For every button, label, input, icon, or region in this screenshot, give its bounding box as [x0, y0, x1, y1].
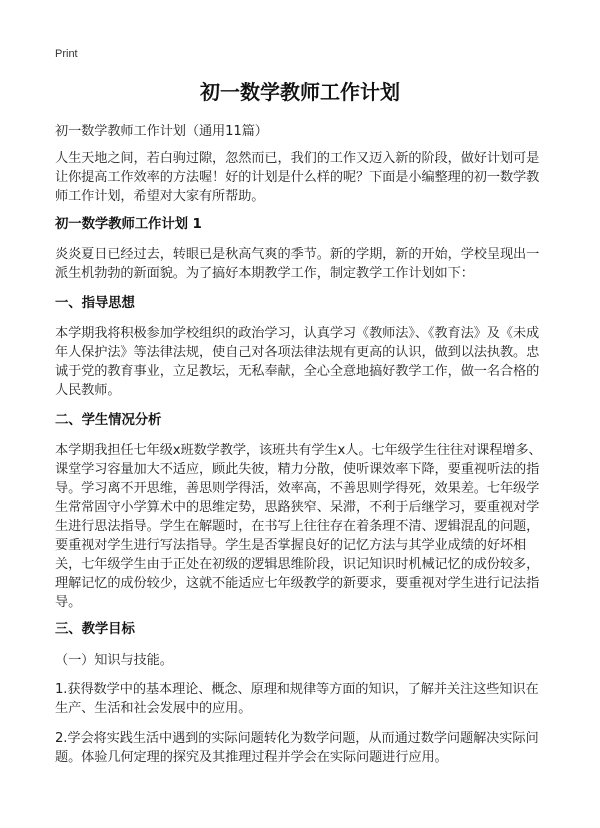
part2-paragraph: 本学期我担任七年级x班数学教学，该班共有学生x人。七年级学生往往对课程增多、课堂学习容量加大不适应，顾此失彼，精力分散，使听课效率下降，要重视听法的指导。学习离不开思维，善思则学得活，效率高，不善思则学得死，效果差。七年级学生常常固守小学算术中的思维定势，思路狭窄、呆滞，不利于后继学习，要重视对学生进行思法指导。学生在解题时，在书写上往往存在着条理不清、逻辑混乱的问题，要重视对学生进行写法指导。学生是否掌握良好的记忆方法与其学业成绩的好坏相关，七年级学生由于正处在初级的逻辑思维阶段，识记知识时机械记忆的成份较多，理解记忆的成份较少，这就不能适应七年级教学的新要求，要重视对学生进行记法指导。	[55, 443, 542, 610]
page-title: 初一数学教师工作计划	[200, 80, 400, 104]
section-heading-1: 初一数学教师工作计划 1	[55, 217, 202, 232]
part1-heading: 一、指导思想	[55, 296, 135, 311]
intro-paragraph: 人生天地之间，若白驹过隙，忽然而已，我们的工作又迈入新的阶段，做好计划可是让你提高工作效率的方法喔！好的计划是什么样的呢？下面是小编整理的初一数学教师工作计划，希望对大家有所帮助。	[55, 151, 540, 204]
section1-intro-paragraph: 炎炎夏日已经过去，转眼已是秋高气爽的季节。新的学期，新的开始，学校呈现出一派生机勃勃的新面貌。为了搞好本期教学工作，制定教学工作计划如下：	[55, 247, 540, 281]
part1-paragraph: 本学期我将积极参加学校组织的政治学习，认真学习《教师法》、《教育法》及《未成年人保护法》等法律法规，使自己对各项法律法规有更高的认识，做到以法执教。忠诚于党的教育事业，立足教坛，无私奉献，全心全意地搞好教学工作，做一名合格的人民教师。	[55, 326, 540, 398]
part3-subheading: （一）知识与技能。	[55, 653, 173, 668]
document-subtitle: 初一数学教师工作计划（通用11篇）	[55, 124, 268, 139]
part3-item-1: 1.获得数学中的基本理论、概念、原理和规律等方面的知识，了解并关注这些知识在生产、生活和社会发展中的应用。	[55, 682, 539, 716]
part3-heading: 三、教学目标	[55, 622, 135, 637]
print-link[interactable]: Print	[55, 48, 78, 60]
part2-heading: 二、学生情况分析	[55, 413, 162, 428]
part3-item-2: 2.学会将实践生活中遇到的实际问题转化为数学问题，从而通过数学问题解决实际问题。体验几何定理的探究及其推理过程并学会在实际问题进行应用。	[55, 731, 539, 765]
